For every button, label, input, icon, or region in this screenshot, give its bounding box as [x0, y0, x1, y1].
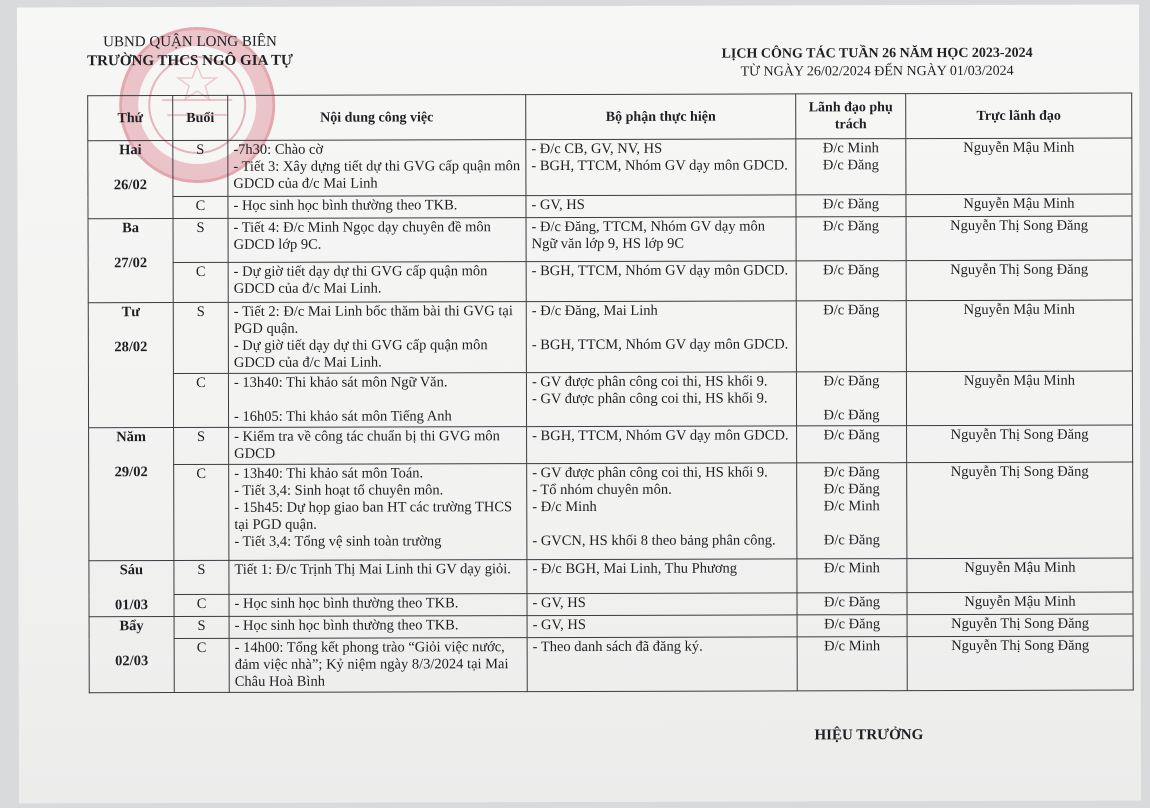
session-cell: C: [173, 262, 228, 302]
cell-line: - Đ/c Minh: [532, 498, 597, 516]
cell-line: - GV được phân công coi thi, HS khối 9.: [531, 390, 768, 408]
lead-cell: [797, 463, 907, 559]
duty-cell: Nguyễn Mậu Minh: [906, 138, 1132, 195]
day-cell: [89, 617, 174, 693]
content-cell: [228, 218, 526, 263]
cell-line: - BGH, TTCM, Nhóm GV dạy môn GDCD.: [531, 157, 788, 175]
content-cell: [229, 638, 527, 693]
cell-line: - GV được phân công coi thi, HS khối 9.: [532, 464, 768, 482]
lead-cell: [796, 217, 906, 261]
cell-line: - Dự giờ tiết dạy dự thi GVG cấp quận môn GDCD của đ/c Mai Linh.: [233, 337, 488, 371]
dept-cell: [526, 372, 796, 427]
session-cell: C: [174, 638, 229, 692]
dept-cell: [526, 301, 796, 373]
day-cell: [89, 428, 174, 561]
content-cell: [229, 560, 527, 595]
day-name: Tư: [121, 304, 140, 321]
cell-line: [532, 319, 791, 337]
cell-line: - GV, HS: [532, 594, 586, 612]
cell-line: Đ/c Minh: [822, 140, 879, 157]
duty-cell: Nguyễn Thị Song Đăng: [907, 614, 1133, 637]
col-day: Thứ: [88, 96, 173, 141]
cell-line: Đ/c Đăng: [823, 218, 880, 235]
cell-line: - Tiết 4: Đ/c Minh Ngọc dạy chuyên đề môn GDCD lớp 9C.: [233, 219, 491, 253]
table-row: [88, 194, 1132, 219]
cell-line: Đ/c Đăng: [824, 616, 881, 633]
cell-line: Đ/c Đăng: [823, 427, 880, 444]
school-name: TRƯỜNG THCS NGÔ GIA TỰ: [87, 52, 293, 70]
signature-title: HIỆU TRƯỞNG: [814, 727, 924, 744]
cell-line: - 16h05: Thi khảo sát môn Tiếng Anh: [234, 408, 452, 425]
dept-cell: [527, 559, 797, 594]
session-cell: S: [173, 218, 228, 262]
schedule-table: [87, 93, 1134, 694]
session-cell: S: [173, 140, 228, 196]
cell-line: - GV được phân công coi thi, HS khối 9.: [531, 373, 768, 391]
day-date: 27/02: [114, 255, 148, 272]
content-cell: [229, 464, 527, 561]
session-cell: S: [174, 560, 229, 594]
cell-line: Đ/c Đăng: [823, 532, 880, 549]
table-row: [89, 462, 1133, 561]
header-left: [87, 33, 293, 72]
table-row: [88, 371, 1132, 428]
lead-cell: [797, 637, 907, 691]
paper-sheet: [17, 5, 1141, 804]
cell-line: - Tổ nhóm chuyên môn.: [532, 481, 672, 499]
table-row: [89, 425, 1133, 465]
cell-line: - BGH, TTCM, Nhóm GV dạy môn GDCD.: [531, 336, 789, 354]
cell-line: - Tiết 3,4: Tổng vệ sinh toàn trường: [234, 533, 442, 550]
cell-line: Đ/c Minh: [824, 638, 881, 655]
session-cell: S: [174, 427, 229, 464]
cell-line: - BGH, TTCM, Nhóm GV dạy môn GDCD.: [531, 262, 789, 280]
content-cell: [229, 616, 527, 639]
content-cell: [228, 196, 526, 219]
cell-line: Đ/c Đăng: [823, 373, 880, 390]
cell-line: - Đ/c CB, GV, NV, HS: [531, 140, 663, 158]
cell-line: Đ/c Minh: [823, 498, 880, 515]
cell-line: Đ/c Đăng: [823, 302, 880, 319]
table-header-row: [88, 93, 1132, 141]
cell-line: - Tiết 2: Đ/c Mai Linh bốc thăm bài thi GVG tại PGD quận.: [233, 303, 513, 337]
table-row: [89, 614, 1133, 639]
col-dept: Bộ phận thực hiện: [526, 94, 796, 140]
day-name: Năm: [116, 429, 147, 446]
cell-line: [802, 390, 901, 407]
cell-line: - BGH, TTCM, Nhóm GV dạy môn GDCD.: [532, 427, 789, 445]
dept-cell: [527, 615, 797, 638]
lead-cell: [796, 195, 906, 217]
cell-line: - Tiết 3: Xây dựng tiết dự thi GVG cấp quận môn GDCD của đ/c Mai Linh: [233, 158, 521, 192]
day-cell: [89, 561, 174, 617]
duty-cell: Nguyễn Thị Song Đăng: [907, 636, 1133, 691]
cell-line: - Đ/c Đăng, TTCM, Nhóm GV dạy môn Ngữ văn lớp 9, HS lớp 9C: [531, 218, 766, 253]
cell-line: [234, 391, 521, 409]
col-session: Buổi: [173, 95, 228, 140]
duty-cell: Nguyễn Mậu Minh: [907, 558, 1133, 593]
dept-cell: [527, 593, 797, 616]
dept-cell: [527, 426, 797, 464]
lead-cell: [797, 615, 907, 637]
day-date: 02/03: [115, 653, 149, 670]
cell-line: - Đ/c Đăng, Mai Linh: [531, 302, 658, 320]
content-cell: [228, 140, 526, 197]
day-name: Sáu: [119, 562, 144, 579]
content-cell: [228, 302, 526, 374]
cell-line: - 13h40: Thi khảo sát môn Toán.: [234, 465, 424, 482]
col-content: Nội dung công việc: [228, 95, 526, 141]
table-row: [88, 260, 1132, 303]
table-row: [88, 138, 1132, 197]
cell-line: - Học sinh học bình thường theo TKB.: [234, 617, 459, 634]
lead-cell: [796, 301, 906, 372]
duty-cell: Nguyễn Thị Song Đăng: [907, 462, 1133, 559]
org-name: UBND QUẬN LONG BIÊN: [103, 33, 277, 51]
cell-line: Đ/c Đăng: [823, 481, 880, 498]
table-row: [88, 216, 1132, 263]
lead-cell: [797, 593, 907, 615]
session-cell: S: [173, 302, 228, 373]
day-name: Bẩy: [119, 618, 144, 635]
cell-line: - GVCN, HS khối 8 theo bảng phân công.: [532, 532, 776, 550]
lead-cell: [796, 372, 906, 426]
duty-cell: Nguyễn Thị Song Đăng: [906, 260, 1132, 301]
duty-cell: Nguyễn Mậu Minh: [906, 300, 1132, 372]
day-cell: [88, 141, 173, 219]
schedule-title: LỊCH CÔNG TÁC TUẦN 26 NĂM HỌC 2023-2024: [721, 45, 1033, 62]
header-right: [677, 45, 1077, 82]
session-cell: C: [173, 196, 228, 218]
cell-line: Đ/c Đăng: [822, 157, 879, 174]
cell-line: - 15h45: Dự họp giao ban HT các trường THCS tại PGD quận.: [234, 499, 513, 533]
dept-cell: [526, 217, 796, 262]
lead-cell: [796, 139, 906, 195]
session-cell: S: [174, 616, 229, 638]
cell-line: Đ/c Đăng: [823, 262, 880, 279]
cell-line: Đ/c Đăng: [822, 196, 879, 213]
cell-line: - Kiểm tra về công tác chuẩn bị thi GVG môn GDCD: [234, 428, 500, 462]
cell-line: Đ/c Đăng: [823, 464, 880, 481]
content-cell: [229, 594, 527, 617]
duty-cell: Nguyễn Thị Song Đăng: [906, 216, 1132, 261]
cell-line: - Dự giờ tiết dạy dự thi GVG cấp quận môn GDCD của đ/c Mai Linh.: [233, 263, 488, 297]
date-range: TỪ NGÀY 26/02/2024 ĐẾN NGÀY 01/03/2024: [740, 63, 1014, 80]
content-cell: [228, 373, 526, 428]
cell-line: Đ/c Minh: [823, 560, 880, 577]
cell-line: [532, 515, 791, 533]
col-lead: Lãnh đạo phụ trách: [796, 94, 906, 139]
cell-line: - Học sinh học bình thường theo TKB.: [234, 595, 459, 612]
content-cell: [228, 262, 526, 303]
lead-cell: [796, 261, 906, 301]
day-name: Ba: [122, 220, 140, 237]
duty-cell: Nguyễn Mậu Minh: [906, 371, 1132, 426]
session-cell: C: [174, 594, 229, 616]
cell-line: - GV, HS: [532, 616, 586, 634]
lead-cell: [797, 559, 907, 593]
content-cell: [229, 427, 527, 465]
duty-cell: Nguyễn Mậu Minh: [907, 592, 1133, 615]
cell-line: - Học sinh học bình thường theo TKB.: [233, 197, 458, 214]
cell-line: Đ/c Đăng: [823, 407, 880, 424]
cell-line: - Theo danh sách đã đăng ký.: [532, 638, 703, 656]
day-date: 29/02: [114, 464, 148, 481]
lead-cell: [797, 426, 907, 463]
session-cell: C: [173, 373, 228, 427]
cell-line: [802, 515, 901, 532]
dept-cell: [527, 637, 797, 692]
cell-line: - GV, HS: [531, 196, 585, 214]
day-date: 26/02: [113, 177, 147, 194]
cell-line: Đ/c Đăng: [824, 594, 881, 611]
table-row: [89, 592, 1133, 617]
dept-cell: [526, 195, 796, 218]
cell-line: Tiết 1: Đ/c Trịnh Thị Mai Linh thi GV dạy giỏi.: [234, 561, 511, 578]
dept-cell: [527, 463, 797, 560]
cell-line: - 13h40: Thi khảo sát môn Ngữ Văn.: [233, 374, 448, 391]
day-name: Hai: [119, 142, 142, 159]
schedule-body: [88, 138, 1133, 693]
table-row: [89, 636, 1133, 693]
col-duty: Trực lãnh đạo: [906, 93, 1132, 139]
duty-cell: Nguyễn Thị Song Đăng: [907, 425, 1133, 463]
dept-cell: [526, 139, 796, 196]
dept-cell: [526, 261, 796, 302]
day-cell: [88, 303, 173, 428]
cell-line: - 14h00: Tổng kết phong trào “Giỏi việc nước, đảm việc nhà”; Kỷ niệm ngày 8/3/2024 tại Mai Châu Hoà Bình: [234, 639, 509, 690]
table-row: [88, 300, 1132, 374]
session-cell: C: [174, 464, 229, 560]
cell-line: -7h30: Chào cờ: [233, 141, 324, 158]
table-row: [89, 558, 1133, 595]
day-cell: [88, 219, 173, 303]
cell-line: - Tiết 3,4: Sinh hoạt tổ chuyên môn.: [234, 482, 444, 499]
cell-line: - Đ/c BGH, Mai Linh, Thu Phương: [532, 560, 738, 578]
day-date: 28/02: [114, 339, 148, 356]
duty-cell: Nguyễn Mậu Minh: [906, 194, 1132, 217]
day-date: 01/03: [114, 597, 149, 614]
